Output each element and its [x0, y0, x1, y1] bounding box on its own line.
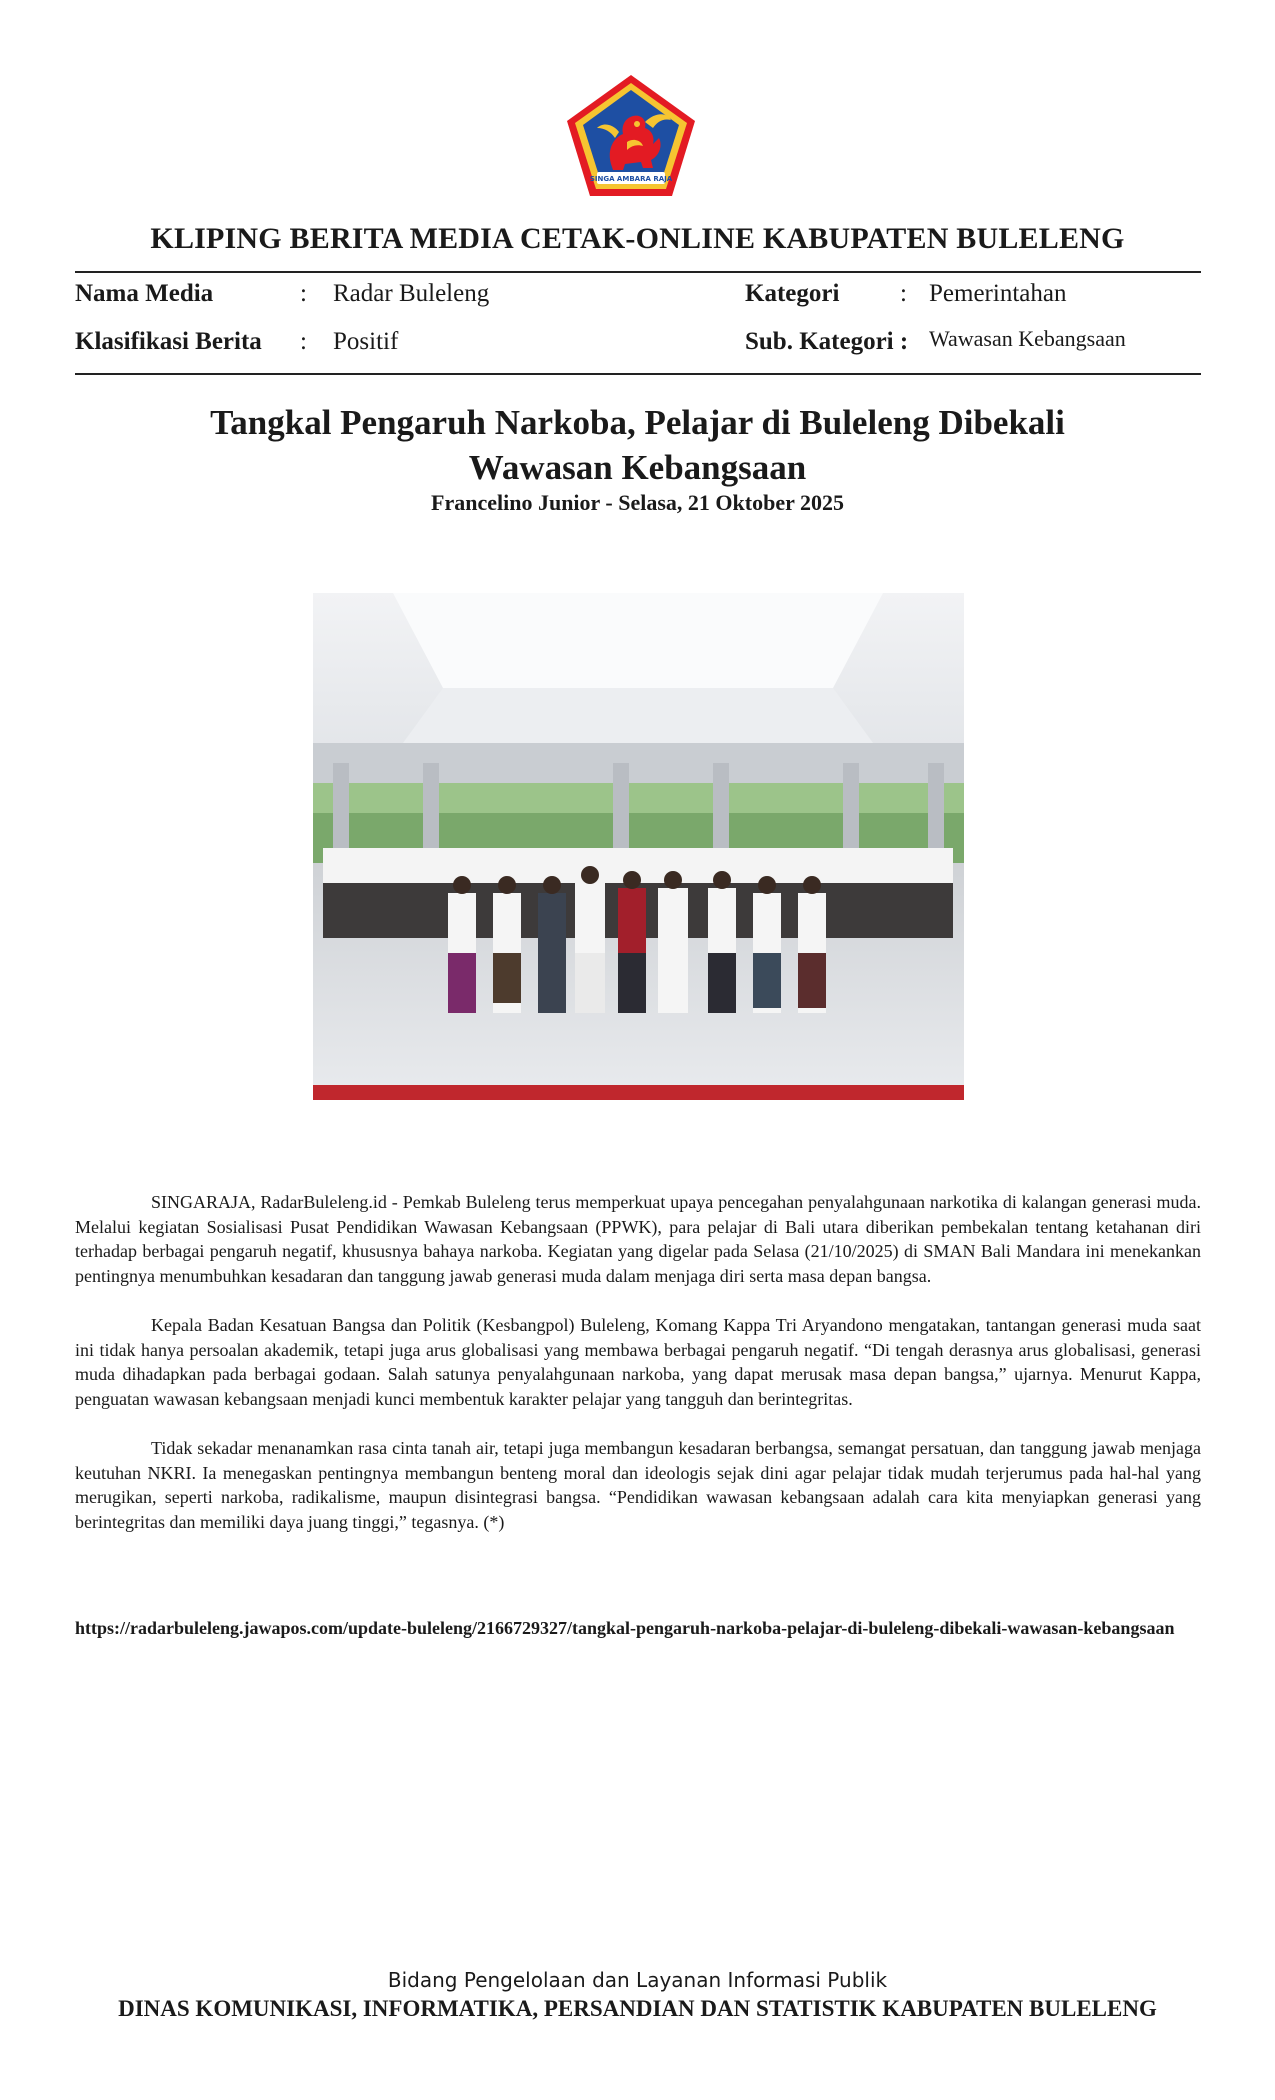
document-header-title: KLIPING BERITA MEDIA CETAK-ONLINE KABUPATEN BULELENG	[150, 222, 1125, 255]
article-byline: Francelino Junior - Selasa, 21 Oktober 2025	[431, 490, 844, 515]
klasifikasi-value: Positif	[333, 328, 399, 355]
article-photo	[313, 593, 964, 1100]
article-paragraph-1: SINGARAJA, RadarBuleleng.id - Pemkab Buleleng terus memperkuat upaya pencegahan penyalahgunaan narkotika di kalangan generasi muda. Melalui kegiatan Sosialisasi Pusat Pendidikan Wawasan Kebangsaan (PPWK), para pelajar di Bali utara diberikan pembekalan tentang ketahanan diri terhadap berbagai pengaruh negatif, khususnya bahaya narkoba. Kegiatan yang digelar pada Selasa (21/10/2025) di SMAN Bali Mandara ini menekankan pentingnya menumbuhkan kesadaran dan tanggung jawab generasi muda dalam menjaga diri serta masa depan bangsa.	[75, 1192, 1201, 1286]
crest-motto: SINGA AMBARA RAJA	[589, 175, 673, 183]
nama-media-label: Nama Media	[75, 280, 214, 307]
article-title-line-1: Tangkal Pengaruh Narkoba, Pelajar di Buleleng Dibekali	[210, 403, 1065, 442]
nama-media-colon: :	[300, 280, 307, 307]
footer-division: Bidang Pengelolaan dan Layanan Informasi Publik	[387, 1968, 888, 1992]
nama-media-value: Radar Buleleng	[333, 280, 490, 307]
header-divider-top	[75, 271, 1201, 273]
buleleng-regency-crest-icon	[563, 72, 699, 200]
sub-kategori-value: Wawasan Kebangsaan	[929, 326, 1126, 351]
header-divider-bottom	[75, 373, 1201, 375]
klasifikasi-colon: :	[300, 328, 307, 355]
sub-kategori-label: Sub. Kategori :	[745, 328, 909, 355]
article-paragraph-3: Tidak sekadar menanamkan rasa cinta tanah air, tetapi juga membangun kesadaran berbangsa, semangat persatuan, dan tanggung jawab menjaga keutuhan NKRI. Ia menegaskan pentingnya membangun benteng moral dan ideologis sejak dini agar pelajar tidak mudah terjerumus pada hal-hal yang merugikan, seperti narkoba, radikalisme, maupun disintegrasi bangsa. “Pendidikan wawasan kebangsaan adalah cara kita menyiapkan generasi yang berintegritas dan memiliki daya juang tinggi,” tegasnya. (*)	[75, 1438, 1201, 1532]
article-paragraph-2: Kepala Badan Kesatuan Bangsa dan Politik (Kesbangpol) Buleleng, Komang Kappa Tri Aryandono mengatakan, tantangan generasi muda saat ini tidak hanya persoalan akademik, tetapi juga arus globalisasi yang membawa berbagai pengaruh negatif. “Di tengah derasnya arus globalisasi, generasi muda dihadapkan pada berbagai godaan. Salah satunya penyalahgunaan narkoba, yang dapat merusak masa depan bangsa,” ujarnya. Menurut Kappa, penguatan wawasan kebangsaan menjadi kunci membentuk karakter pelajar yang tangguh dan berintegritas.	[75, 1315, 1201, 1409]
footer-agency: DINAS KOMUNIKASI, INFORMATIKA, PERSANDIAN DAN STATISTIK KABUPATEN BULELENG	[118, 1996, 1157, 2021]
kategori-label: Kategori	[745, 280, 840, 307]
kategori-value: Pemerintahan	[929, 280, 1067, 307]
article-body	[75, 1190, 1201, 1559]
article-source-link[interactable]: https://radarbuleleng.jawapos.com/update-buleleng/2166729327/tangkal-pengaruh-narkoba-pelajar-di-buleleng-dibekali-wawasan-kebangsaan	[75, 1618, 1175, 1638]
kategori-colon: :	[900, 280, 907, 307]
article-title-line-2: Wawasan Kebangsaan	[468, 448, 807, 487]
klasifikasi-label: Klasifikasi Berita	[75, 328, 262, 355]
article-title	[0, 400, 1275, 490]
